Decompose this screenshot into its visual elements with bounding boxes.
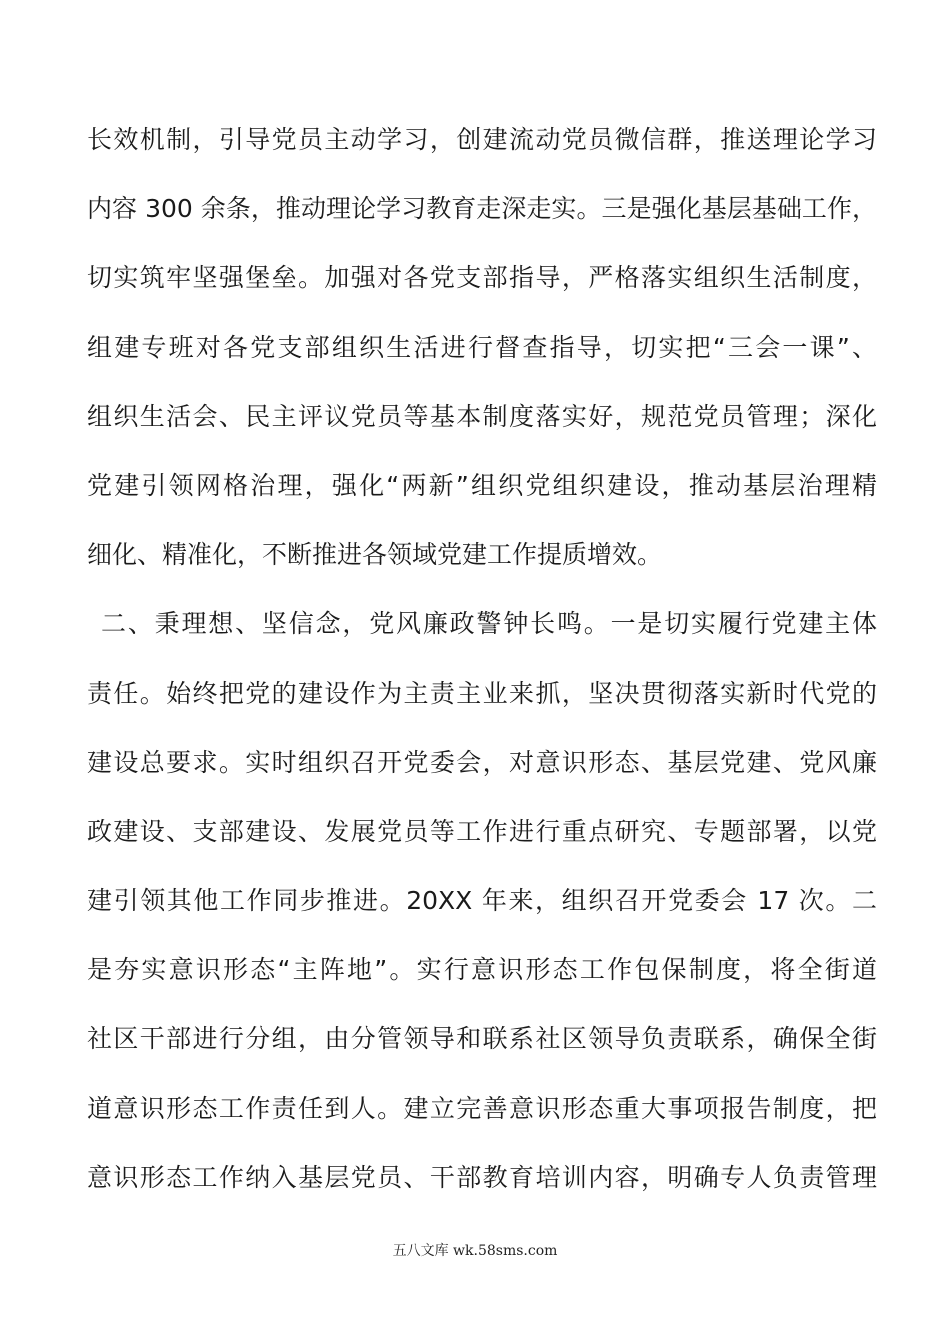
text-line: 社区干部进行分组，由分管领导和联系社区领导负责联系，确保全街 — [87, 1024, 877, 1054]
text-line: 组织生活会、民主评议党员等基本制度落实好，规范党员管理；深化 — [87, 401, 877, 431]
body-text — [87, 125, 877, 1235]
text-line: 长效机制，引导党员主动学习，创建流动党员微信群，推送理论学习 — [87, 125, 877, 154]
text-line: 党建引领网格治理，强化“两新”组织党组织建设，推动基层治理精 — [87, 470, 877, 500]
section-heading-line: 二、秉理想、坚信念，党风廉政警钟长鸣。一是切实履行党建主体 — [101, 609, 877, 639]
text-line: 意识形态工作纳入基层党员、干部教育培训内容，明确专人负责管理 — [87, 1162, 877, 1192]
text-line: 道意识形态工作责任到人。建立完善意识形态重大事项报告制度，把 — [87, 1093, 877, 1123]
footer-watermark: 五八文库 wk.58sms.com — [392, 1243, 558, 1259]
text-line: 细化、精准化，不断推进各领域党建工作提质增效。 — [87, 540, 663, 570]
text-line: 政建设、支部建设、发展党员等工作进行重点研究、专题部署，以党 — [87, 816, 877, 846]
text-line: 建设总要求。实时组织召开党委会，对意识形态、基层党建、党风廉 — [87, 747, 877, 777]
text-line: 是夯实意识形态“主阵地”。实行意识形态工作包保制度，将全街道 — [87, 955, 877, 985]
text-line: 建引领其他工作同步推进。20XX 年来，组织召开党委会 17 次。二 — [87, 886, 877, 916]
text-line: 切实筑牢坚强堡垒。加强对各党支部指导，严格落实组织生活制度， — [87, 263, 877, 293]
text-line: 内容 300 余条，推动理论学习教育走深走实。三是强化基层基础工作， — [87, 194, 877, 224]
text-line: 责任。始终把党的建设作为主责主业来抓，坚决贯彻落实新时代党的 — [87, 678, 877, 708]
text-line: 组建专班对各党支部组织生活进行督查指导，切实把“三会一课”、 — [87, 332, 877, 362]
